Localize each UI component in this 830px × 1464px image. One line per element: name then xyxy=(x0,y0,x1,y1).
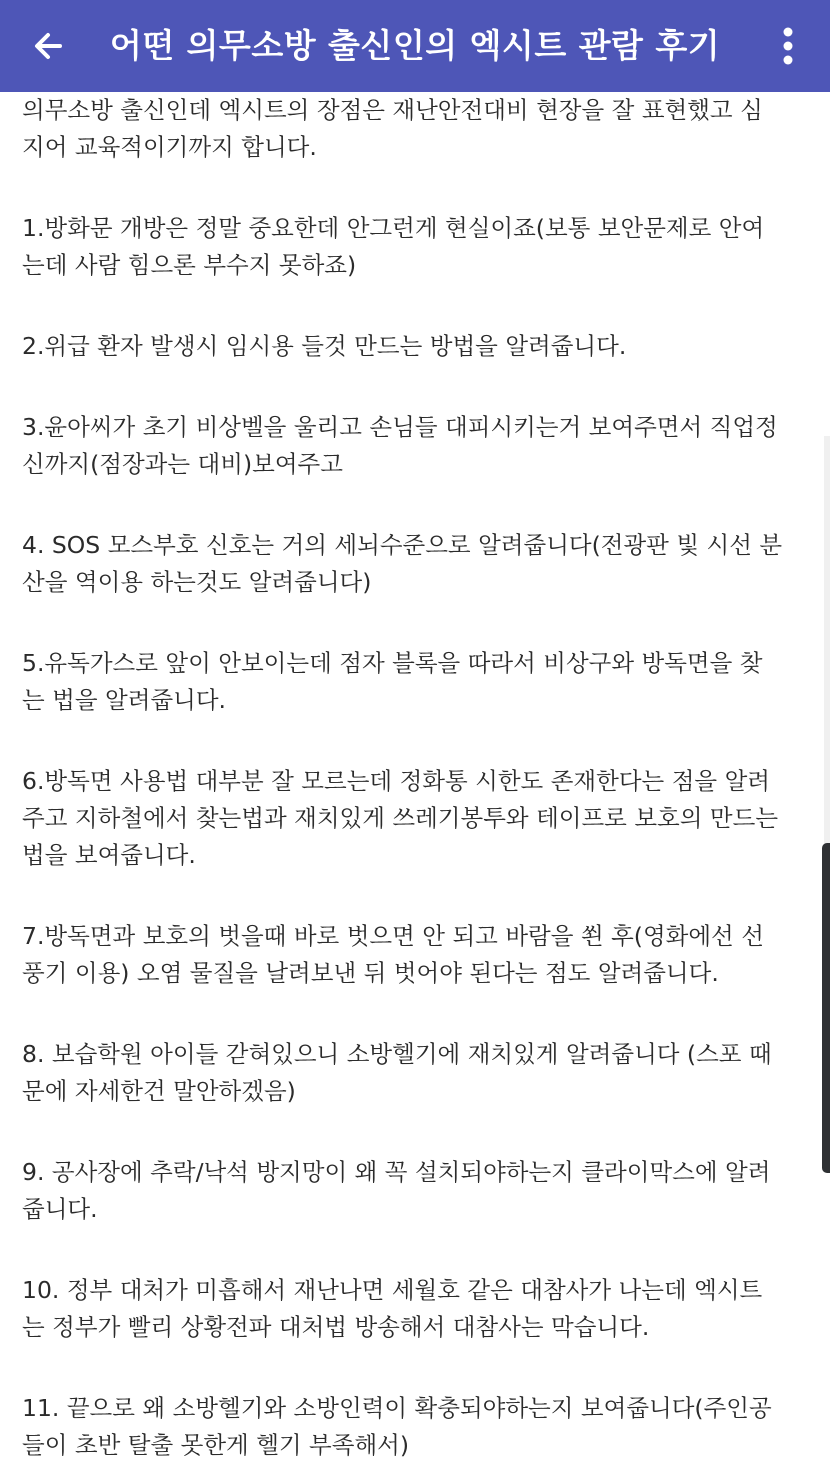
post-paragraph: 4. SOS 모스부호 신호는 거의 세뇌수준으로 알려줍니다(전광판 빛 시선 분 산을 역이용 하는것도 알려줍니다) xyxy=(22,531,783,596)
post-paragraph: 3.윤아씨가 초기 비상벨을 울리고 손님들 대피시키는거 보여주면서 직업정 신까지(점장과는 대비)보여주고 xyxy=(22,413,778,478)
more-options-button[interactable] xyxy=(764,22,812,70)
post-body xyxy=(22,92,812,1459)
post-paragraph: 7.방독면과 보호의 벗을때 바로 벗으면 안 되고 바람을 쐰 후(영화에선 선 풍기 이용) 오염 물질을 날려보낸 뒤 벗어야 된다는 점도 알려줍니다. xyxy=(22,922,764,987)
post-paragraph: 1.방화문 개방은 정말 중요한데 안그런게 현실이죠(보통 보안문제로 안여 는데 사람 힘으론 부수지 못하죠) xyxy=(22,214,765,279)
more-vertical-icon xyxy=(781,26,795,66)
post-paragraph: 의무소방 출신인데 엑시트의 장점은 재난안전대비 현장을 잘 표현했고 심 지어 교육적이기까지 합니다. xyxy=(22,96,763,161)
post-paragraph: 9. 공사장에 추락/낙석 방지망이 왜 꼭 설치되야하는지 클라이막스에 알려 줍니다. xyxy=(22,1158,771,1223)
post-paragraph: 11. 끝으로 왜 소방헬기와 소방인력이 확충되야하는지 보여줍니다(주인공 들이 초반 탈출 못한게 헬기 부족해서) xyxy=(22,1394,772,1459)
arrow-left-icon xyxy=(30,28,66,64)
post-paragraph: 2.위급 환자 발생시 임시용 들것 만드는 방법을 알려줍니다. xyxy=(22,332,627,360)
page-title: 어떤 의무소방 출신인의 엑시트 관람 후기 xyxy=(109,26,721,65)
post-paragraph: 5.유독가스로 앞이 안보이는데 점자 블록을 따라서 비상구와 방독면을 찾 는 법을 알려줍니다. xyxy=(22,649,763,714)
scrollbar-thumb[interactable] xyxy=(822,843,830,1173)
post-paragraph: 10. 정부 대처가 미흡해서 재난나면 세월호 같은 대참사가 나는데 엑시트 는 정부가 빨리 상황전파 대처법 방송해서 대참사는 막습니다. xyxy=(22,1276,763,1341)
post-paragraph: 8. 보습학원 아이들 갇혀있으니 소방헬기에 재치있게 알려줍니다 (스포 때 문에 자세한건 말안하겠음) xyxy=(22,1040,772,1105)
top-app-bar xyxy=(0,0,830,92)
post-paragraph: 6.방독면 사용법 대부분 잘 모르는데 정화통 시한도 존재한다는 점을 알려 주고 지하철에서 찾는법과 재치있게 쓰레기봉투와 테이프로 보호의 만드는 법을 보여줍니다. xyxy=(22,767,779,869)
back-button[interactable] xyxy=(20,18,76,74)
